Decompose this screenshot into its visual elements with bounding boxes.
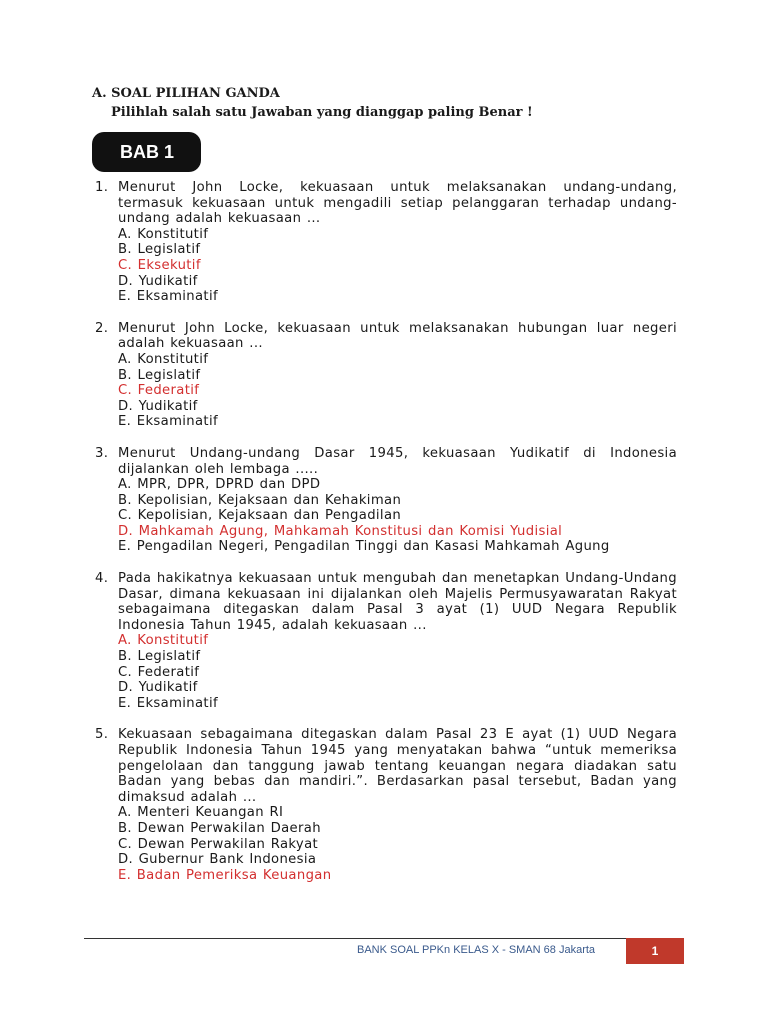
answer-option: D. Yudikatif xyxy=(118,398,198,414)
answer-option: E. Eksaminatif xyxy=(118,695,218,711)
answer-option: C. Federatif xyxy=(118,664,200,680)
section-instruction: Pilihlah salah satu Jawaban yang dianggap paling Benar ! xyxy=(111,105,533,120)
footer-text: BANK SOAL PPKn KELAS X - SMAN 68 Jakarta xyxy=(357,944,596,956)
question-number: 2. xyxy=(95,320,109,336)
answer-option-correct: E. Badan Pemeriksa Keuangan xyxy=(118,867,332,883)
answer-option: E. Pengadilan Negeri, Pengadilan Tinggi dan Kasasi Mahkamah Agung xyxy=(118,539,610,555)
answer-option: B. Kepolisian, Kejaksaan dan Kehakiman xyxy=(118,492,402,508)
answer-option: B. Legislatif xyxy=(118,649,201,665)
chapter-badge: BAB 1 xyxy=(92,132,201,172)
answer-option-correct: C. Eksekutif xyxy=(118,257,201,273)
answer-option-correct: C. Federatif xyxy=(118,383,200,399)
answer-option: D. Yudikatif xyxy=(118,273,198,289)
answer-option: C. Kepolisian, Kejaksaan dan Pengadilan xyxy=(118,508,402,524)
section-header xyxy=(92,84,692,122)
question-list xyxy=(95,180,677,899)
question-text: Kekuasaan sebagaimana ditegaskan dalam Pasal 23 E ayat (1) UUD Negara Republik Indonesia Tahun 1945 yang menyatakan bahwa “untuk memeriksa pengelolaan dan tanggung jawab tentang keuangan negara diadakan satu Badan yang bebas dan mandiri.”. Berdasarkan pasal tersebut, Badan yang dimaksud adalah ... xyxy=(118,727,677,805)
answer-option: A. Konstitutif xyxy=(118,226,209,242)
question-text: Menurut Undang-undang Dasar 1945, kekuasaan Yudikatif di Indonesia dijalankan oleh lembaga ..... xyxy=(118,445,677,477)
answer-option: E. Eksaminatif xyxy=(118,414,218,430)
answer-option: B. Legislatif xyxy=(118,242,201,258)
answer-option: B. Legislatif xyxy=(118,367,201,383)
question-text: Menurut John Locke, kekuasaan untuk melaksanakan undang-undang, termasuk kekuasaan untuk mengadili setiap pelanggaran terhadap undang-undang adalah kekuasaan ... xyxy=(118,180,677,227)
question-item xyxy=(95,180,677,305)
question-item xyxy=(95,446,677,555)
question-number: 5. xyxy=(95,727,109,743)
question-text: Pada hakikatnya kekuasaan untuk mengubah dan menetapkan Undang-Undang Dasar, dimana kekuasaan ini dijalankan oleh Majelis Permusyawaratan Rakyat sebagaimana ditegaskan dalam Pasal 3 ayat (1) UUD Negara Republik Indonesia Tahun 1945, adalah kekuasaan ... xyxy=(118,571,677,633)
question-item xyxy=(95,321,677,430)
question-text: Menurut John Locke, kekuasaan untuk melaksanakan hubungan luar negeri adalah kekuasaan ... xyxy=(118,320,677,352)
page-number: 1 xyxy=(626,938,684,964)
answer-option: D. Gubernur Bank Indonesia xyxy=(118,852,317,868)
answer-option: E. Eksaminatif xyxy=(118,289,218,305)
answer-option: B. Dewan Perwakilan Daerah xyxy=(118,820,321,836)
answer-option: A. Konstitutif xyxy=(118,351,209,367)
footer-divider xyxy=(84,938,684,939)
answer-option: C. Dewan Perwakilan Rakyat xyxy=(118,836,319,852)
question-number: 3. xyxy=(95,445,109,461)
question-number: 1. xyxy=(95,180,109,195)
question-item xyxy=(95,571,677,711)
question-item xyxy=(95,727,677,883)
answer-option: D. Yudikatif xyxy=(118,680,198,696)
answer-option-correct: D. Mahkamah Agung, Mahkamah Konstitusi dan Komisi Yudisial xyxy=(118,523,563,539)
section-title: A. SOAL PILIHAN GANDA xyxy=(92,86,280,101)
question-number: 4. xyxy=(95,571,109,587)
answer-option: A. MPR, DPR, DPRD dan DPD xyxy=(118,477,321,493)
answer-option-correct: A. Konstitutif xyxy=(118,633,209,649)
answer-option: A. Menteri Keuangan RI xyxy=(118,805,284,821)
